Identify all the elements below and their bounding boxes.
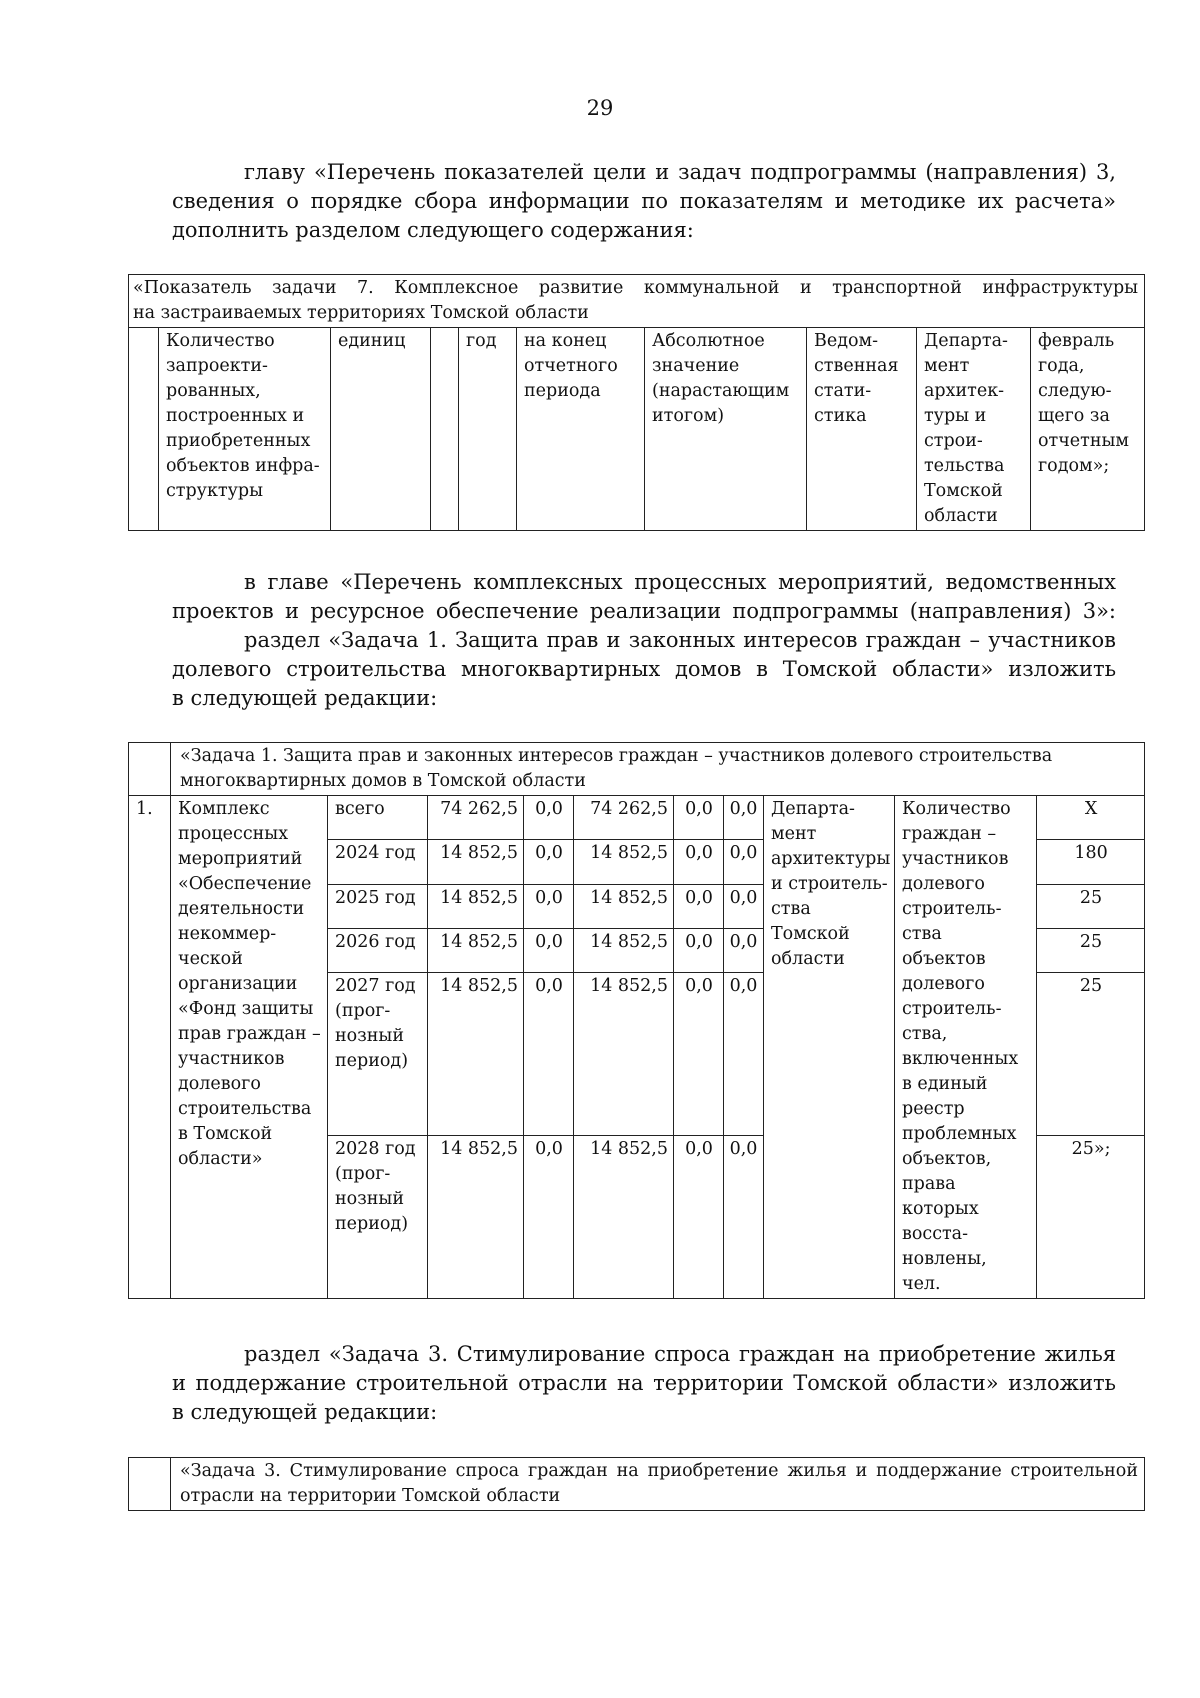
local-cell: 0,0 xyxy=(674,973,724,1136)
paragraph-line: и поддержание строительной отрасли на территории Томской области» изложить xyxy=(172,1371,1116,1395)
source-cell: Ведом-ственная стати-стика xyxy=(807,328,917,531)
target-cell: Х xyxy=(1037,796,1145,840)
regional-cell: 14 852,5 xyxy=(574,840,674,884)
unit-cell: единиц xyxy=(331,328,431,531)
header-line: «Задача 3. Стимулирование спроса граждан на приобретение жилья и поддержание строительной xyxy=(180,1461,1138,1481)
local-cell: 0,0 xyxy=(674,840,724,884)
empty-cell xyxy=(129,743,171,796)
target-cell: 25»; xyxy=(1037,1136,1145,1299)
task3-table-header xyxy=(171,1458,1145,1511)
total-cell: 14 852,5 xyxy=(428,884,524,928)
value-type-cell: Абсолютное значение (нарастающим итогом) xyxy=(645,328,807,531)
federal-cell: 0,0 xyxy=(524,840,574,884)
header-line: отрасли на территории Томской области xyxy=(180,1486,561,1506)
period-cell: 2027 год (прог-нозный период) xyxy=(328,973,428,1136)
total-cell: 14 852,5 xyxy=(428,973,524,1136)
total-cell: 14 852,5 xyxy=(428,928,524,972)
period-cell: 2028 год (прог-нозный период) xyxy=(328,1136,428,1299)
external-cell: 0,0 xyxy=(724,973,764,1136)
paragraph-task3 xyxy=(172,1340,1116,1427)
total-cell: 74 262,5 xyxy=(428,796,524,840)
task3-table xyxy=(128,1457,1145,1511)
total-cell: 14 852,5 xyxy=(428,840,524,884)
indicator-table-header xyxy=(129,275,1145,328)
responsible-cell: Департа-мент архитек-туры и строи-тельства Томской области xyxy=(917,328,1031,531)
regional-cell: 74 262,5 xyxy=(574,796,674,840)
indicator-table xyxy=(128,274,1145,531)
paragraph-line: в следующей редакции: xyxy=(172,1400,438,1424)
paragraph-line: в следующей редакции: xyxy=(172,686,438,710)
header-line: «Задача 1. Защита прав и законных интересов граждан – участников долевого строительства xyxy=(180,746,1053,766)
indicator-cell: Количество граждан – участников долевого строитель-ства объектов долевого строитель-ства, включенных в единый реестр проблемных объектов, права которых восста-новлены, чел. xyxy=(895,796,1037,1299)
federal-cell: 0,0 xyxy=(524,928,574,972)
federal-cell: 0,0 xyxy=(524,1136,574,1299)
paragraph-line: в главе «Перечень комплексных процессных мероприятий, ведомственных xyxy=(244,570,1116,594)
federal-cell: 0,0 xyxy=(524,796,574,840)
local-cell: 0,0 xyxy=(674,884,724,928)
target-cell: 25 xyxy=(1037,973,1145,1136)
paragraph-line: раздел «Задача 3. Стимулирование спроса граждан на приобретение жилья xyxy=(244,1342,1116,1366)
header-line: многоквартирных домов в Томской области xyxy=(180,771,586,791)
paragraph-chapter xyxy=(172,568,1116,713)
paragraph-intro xyxy=(172,158,1116,245)
federal-cell: 0,0 xyxy=(524,973,574,1136)
external-cell: 0,0 xyxy=(724,1136,764,1299)
target-cell: 25 xyxy=(1037,884,1145,928)
external-cell: 0,0 xyxy=(724,884,764,928)
paragraph-line: долевого строительства многоквартирных домов в Томской области» изложить xyxy=(172,657,1116,681)
paragraph-line: дополнить разделом следующего содержания: xyxy=(172,218,694,242)
regional-cell: 14 852,5 xyxy=(574,928,674,972)
paragraph-line: раздел «Задача 1. Защита прав и законных интересов граждан – участников xyxy=(244,628,1116,652)
header-line: на застраиваемых территориях Томской области xyxy=(133,303,589,323)
local-cell: 0,0 xyxy=(674,1136,724,1299)
indicator-name-cell: Количество запроекти-рованных, построенных и приобретенных объектов инфра-структуры xyxy=(159,328,331,531)
page-number: 29 xyxy=(586,96,614,120)
target-cell: 180 xyxy=(1037,840,1145,884)
period-cell: 2026 год xyxy=(328,928,428,972)
responsible-cell: Департа-мент архитектуры и строитель-ства Томской области xyxy=(764,796,895,1299)
paragraph-line: проектов и ресурсное обеспечение реализации подпрограммы (направления) 3»: xyxy=(172,599,1116,623)
total-cell: 14 852,5 xyxy=(428,1136,524,1299)
external-cell: 0,0 xyxy=(724,928,764,972)
regional-cell: 14 852,5 xyxy=(574,884,674,928)
measure-name-cell: Комплекс процессных мероприятий «Обеспечение деятельности некоммер-ческой организации «Фонд защиты прав граждан – участников долевого строительства в Томской области» xyxy=(171,796,328,1299)
header-line: «Показатель задачи 7. Комплексное развитие коммунальной и транспортной инфраструктуры xyxy=(133,278,1139,298)
period-cell: 2024 год xyxy=(328,840,428,884)
empty-cell xyxy=(129,328,159,531)
target-cell: 25 xyxy=(1037,928,1145,972)
period-cell: 2025 год xyxy=(328,884,428,928)
external-cell: 0,0 xyxy=(724,840,764,884)
local-cell: 0,0 xyxy=(674,928,724,972)
federal-cell: 0,0 xyxy=(524,884,574,928)
row-number-cell: 1. xyxy=(129,796,171,1299)
paragraph-line: главу «Перечень показателей цели и задач подпрограммы (направления) 3, xyxy=(244,160,1116,184)
period-cell: год xyxy=(459,328,517,531)
local-cell: 0,0 xyxy=(674,796,724,840)
empty-cell xyxy=(129,1458,171,1511)
task1-table xyxy=(128,742,1145,1299)
paragraph-line: сведения о порядке сбора информации по показателям и методике их расчета» xyxy=(172,189,1116,213)
period-cell: всего xyxy=(328,796,428,840)
regional-cell: 14 852,5 xyxy=(574,1136,674,1299)
task1-table-header xyxy=(171,743,1145,796)
empty-cell xyxy=(431,328,459,531)
external-cell: 0,0 xyxy=(724,796,764,840)
date-cell: на конец отчетного периода xyxy=(517,328,645,531)
regional-cell: 14 852,5 xyxy=(574,973,674,1136)
deadline-cell: февраль года, следую-щего за отчетным годом»; xyxy=(1031,328,1145,531)
